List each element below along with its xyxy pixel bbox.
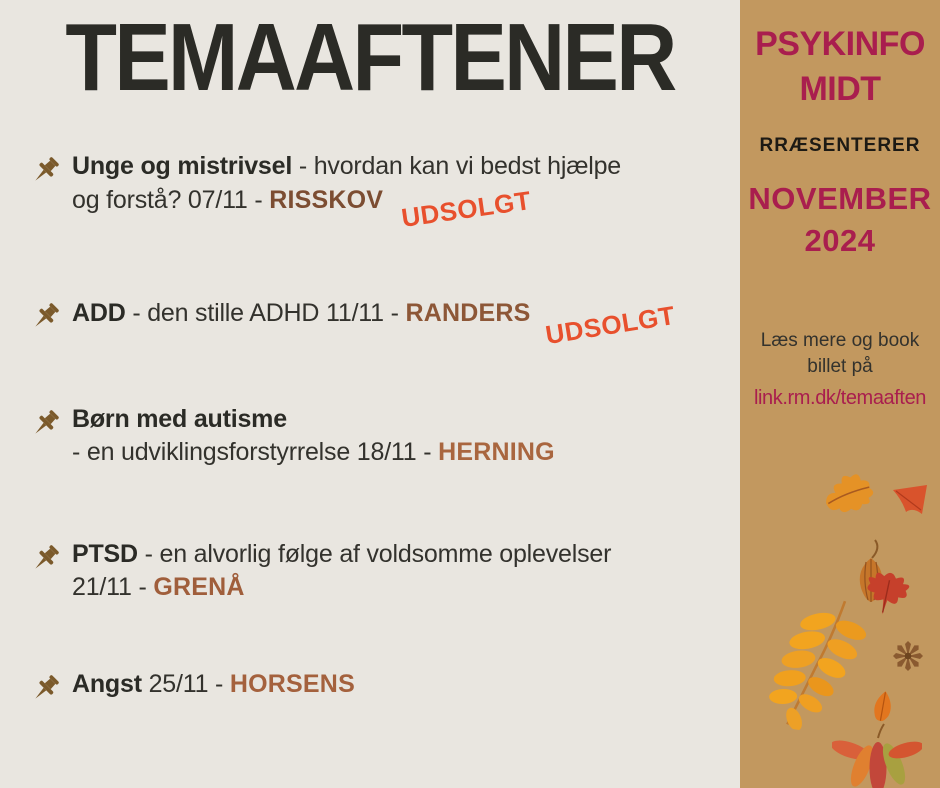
- month-line1: NOVEMBER: [748, 181, 932, 216]
- small-leaf-icon: [867, 686, 899, 726]
- event-description: - en alvorlig følge af voldsomme oplevelser: [137, 540, 612, 568]
- pushpin-icon: [26, 671, 63, 708]
- event-title: Unge og mistrivsel: [72, 152, 293, 180]
- presents-label: RRÆSENTERER: [759, 135, 921, 156]
- event-item-add: [72, 296, 712, 351]
- cta-line2: billet på: [807, 356, 873, 377]
- event-date: og forstå? 07/11 -: [72, 186, 270, 214]
- cta-line1: Læs mere og book: [760, 330, 920, 351]
- pushpin-icon: [26, 153, 63, 190]
- event-location: HORSENS: [229, 670, 355, 698]
- brand-line2: MIDT: [799, 70, 881, 108]
- event-title: PTSD: [72, 540, 138, 568]
- pushpin-icon: [26, 406, 63, 443]
- sold-out-badge: UDSOLGT: [542, 299, 677, 351]
- month-label: [740, 178, 940, 262]
- event-date: 25/11 -: [141, 670, 230, 698]
- event-location: RISSKOV: [269, 186, 384, 214]
- oak-leaf-icon: [814, 461, 883, 526]
- event-description: - en udviklingsforstyrrelse 18/11 -: [72, 438, 439, 466]
- booking-link[interactable]: link.rm.dk/temaaften: [753, 387, 927, 409]
- event-location: GRENÅ: [153, 573, 245, 601]
- event-title: ADD: [72, 299, 126, 327]
- event-description: - den stille ADHD 11/11 -: [125, 299, 406, 327]
- page-title: TEMAAFTENER: [65, 4, 675, 111]
- creeper-leaf-icon: [832, 722, 922, 788]
- event-description: - hvordan kan vi bedst hjælpe: [292, 152, 621, 180]
- pushpin-icon: [26, 299, 63, 336]
- event-location: HERNING: [438, 438, 555, 466]
- rowan-leaf-icon: [763, 590, 873, 737]
- event-title: Børn med autisme: [72, 405, 287, 433]
- event-date: 21/11 -: [72, 573, 154, 601]
- event-item-ptsd: [72, 538, 712, 604]
- brand-line1: PSYKINFO: [755, 25, 925, 63]
- event-location: RANDERS: [405, 299, 531, 327]
- event-item-angst: [72, 668, 712, 701]
- leaf-fragment-icon: [891, 483, 929, 517]
- event-title: Angst: [72, 670, 142, 698]
- event-item-born-med-autisme: [72, 403, 712, 469]
- brand-logo-text: [740, 22, 940, 112]
- sold-out-badge: UDSOLGT: [399, 185, 534, 233]
- star-anise-icon: [891, 640, 925, 672]
- cta-block: [740, 328, 940, 411]
- event-item-unge-og-mistrivsel: [72, 150, 712, 233]
- sidebar-panel: [740, 0, 940, 788]
- pushpin-icon: [26, 541, 63, 578]
- month-line2: 2024: [804, 223, 876, 258]
